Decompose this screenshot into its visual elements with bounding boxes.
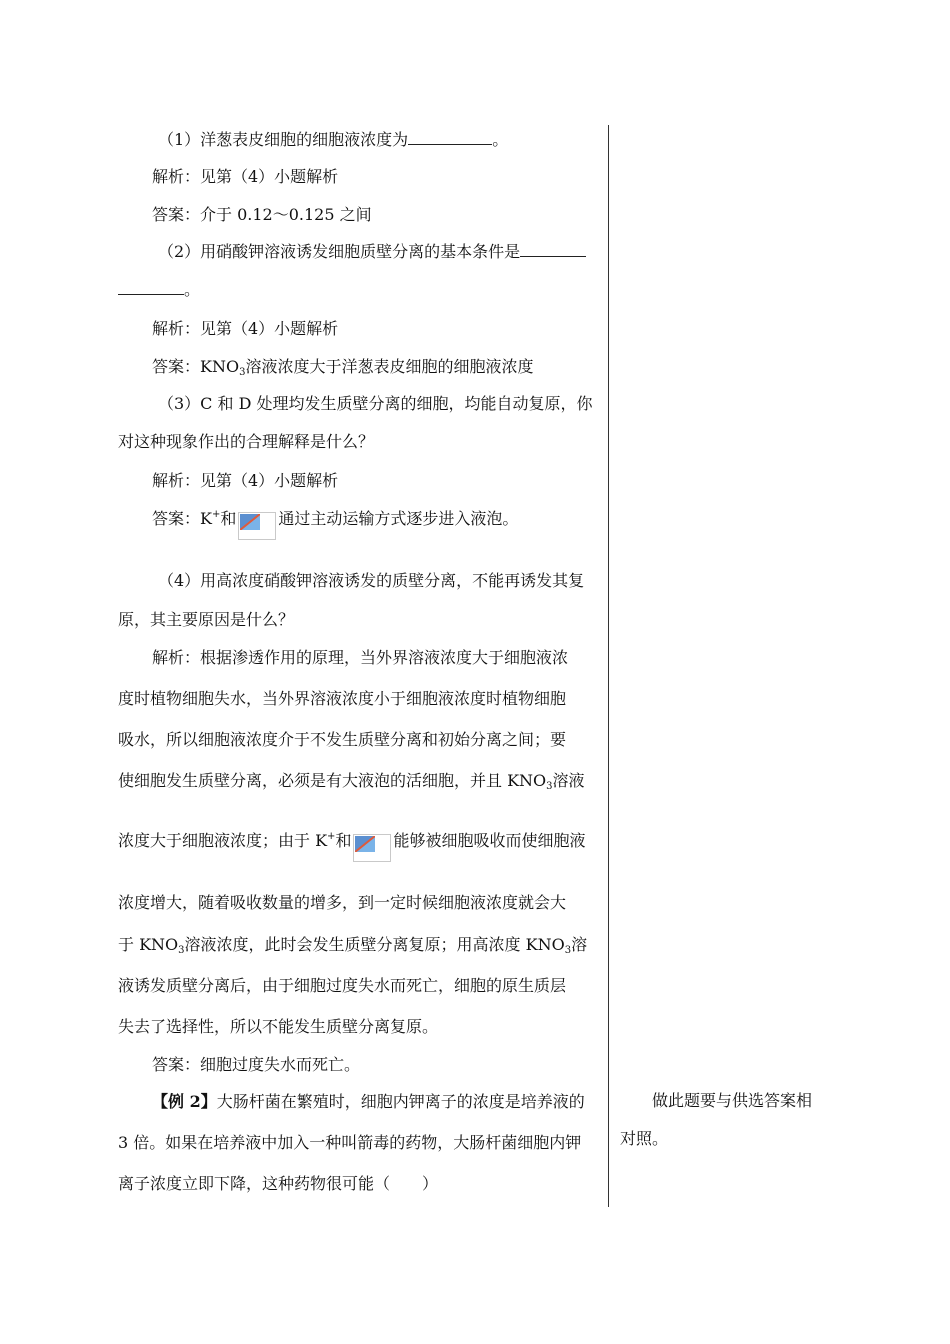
q4-analysis-line2: 度时植物细胞失水，当外界溶液浓度小于细胞液浓度时植物细胞 (118, 689, 567, 708)
answer-blank (408, 130, 492, 145)
question-2-cont: 。 (118, 277, 200, 300)
answer-blank (520, 242, 586, 257)
question-2: （2）用硝酸钾溶液诱发细胞质壁分离的基本条件是 (118, 239, 586, 262)
q4-analysis-line5: 浓度大于细胞液浓度；由于 K+和 能够被细胞吸收而使细胞液 (118, 828, 585, 862)
q4-analysis-line8: 液诱发质壁分离后，由于细胞过度失水而死亡，细胞的原生质层 (118, 976, 567, 995)
missing-image-icon (353, 834, 391, 862)
question-3-line1: （3）C 和 D 处理均发生质壁分离的细胞，均能自动复原，你 (158, 394, 593, 413)
question-1: （1）洋葱表皮细胞的细胞液浓度为 。 (158, 130, 509, 149)
q4-analysis-line6: 浓度增大，随着吸收数量的增多，到一定时候细胞液浓度就会大 (118, 893, 567, 912)
column-divider (608, 125, 609, 1207)
q4-answer: 答案：细胞过度失水而死亡。 (152, 1055, 361, 1074)
side-note-line1: 做此题要与供选答案相 (652, 1091, 813, 1110)
q4-analysis-line1: 解析：根据渗透作用的原理，当外界溶液浓度大于细胞液浓 (152, 648, 569, 667)
side-note (620, 1082, 845, 1158)
example-2-line2: 3 倍。如果在培养液中加入一种叫箭毒的药物，大肠杆菌细胞内钾 (118, 1133, 582, 1152)
q1-analysis: 解析：见第（4）小题解析 (152, 167, 339, 186)
question-4-line1: （4）用高浓度硝酸钾溶液诱发的质壁分离，不能再诱发其复 (158, 571, 585, 590)
missing-image-icon (238, 512, 276, 540)
q4-analysis-line9: 失去了选择性，所以不能发生质壁分离复原。 (118, 1017, 439, 1036)
question-4-line2: 原，其主要原因是什么？ (118, 610, 295, 629)
question-3-line2: 对这种现象作出的合理解释是什么？ (118, 432, 375, 451)
q4-analysis-line3: 吸水，所以细胞液浓度介于不发生质壁分离和初始分离之间；要 (118, 730, 567, 749)
answer-blank (118, 280, 184, 295)
side-note-line2: 对照。 (620, 1129, 669, 1148)
q4-analysis-line7: 于 $KNO_3$溶液浓度，此时会发生质壁分离复原；用高浓度 $KNO_3$溶 (118, 935, 588, 956)
example-2-line1: 【例 2】大肠杆菌在繁殖时，细胞内钾离子的浓度是培养液的 (152, 1092, 585, 1111)
q3-answer: 答案：K+和 通过主动运输方式逐步进入液泡。 (118, 506, 518, 540)
q4-analysis-line4: 使细胞发生质壁分离，必须是有大液泡的活细胞，并且 $KNO_3$溶液 (118, 771, 585, 792)
q2-analysis: 解析：见第（4）小题解析 (152, 319, 339, 338)
q2-answer: 答案：$KNO_3$溶液浓度大于洋葱表皮细胞的细胞液浓度 (152, 357, 534, 378)
q3-analysis: 解析：见第（4）小题解析 (152, 471, 339, 490)
q1-answer: 答案：介于 0.12～0.125 之间 (152, 205, 372, 224)
example-2-line3: 离子浓度立即下降，这种药物很可能（ ） (118, 1174, 439, 1193)
